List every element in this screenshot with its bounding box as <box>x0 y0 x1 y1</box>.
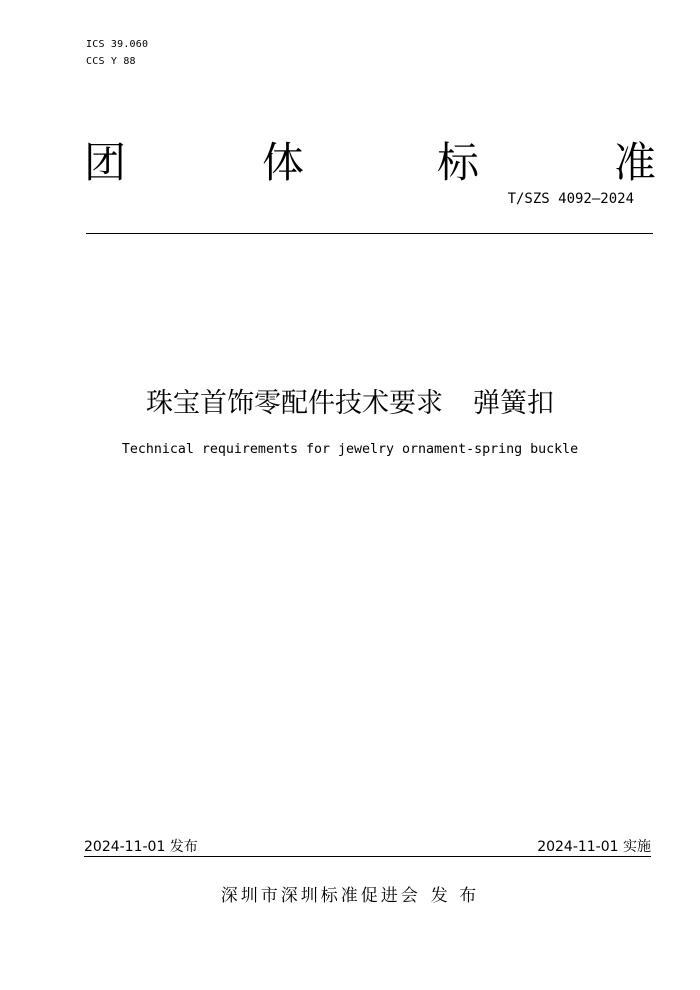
standard-type-char-2: 体 <box>262 138 305 187</box>
implementation-date: 2024-11-01 实施 <box>537 839 651 855</box>
ics-code: ICS 39.060 <box>86 39 149 50</box>
footer-divider <box>84 856 651 857</box>
ccs-code: CCS Y 88 <box>86 56 136 67</box>
chinese-title <box>0 386 700 422</box>
publisher-line <box>0 884 700 908</box>
standard-type-char-1: 团 <box>84 138 127 187</box>
standard-type-char-3: 标 <box>437 138 480 187</box>
chinese-title-main: 珠宝首饰零配件技术要求 <box>146 388 443 419</box>
standard-number: T/SZS 4092—2024 <box>507 191 634 207</box>
header-divider <box>86 233 653 234</box>
classification-codes <box>86 36 148 70</box>
issue-date: 2024-11-01 发布 <box>84 839 198 855</box>
english-title: Technical requirements for jewelry ornament-spring buckle <box>121 442 579 457</box>
standard-type-heading <box>84 138 656 190</box>
publisher-name: 深圳市深圳标准促进会 <box>220 886 421 906</box>
chinese-title-sub: 弹簧扣 <box>473 388 554 419</box>
standard-type-char-4: 准 <box>614 138 657 187</box>
publisher-action: 发 布 <box>430 886 480 906</box>
